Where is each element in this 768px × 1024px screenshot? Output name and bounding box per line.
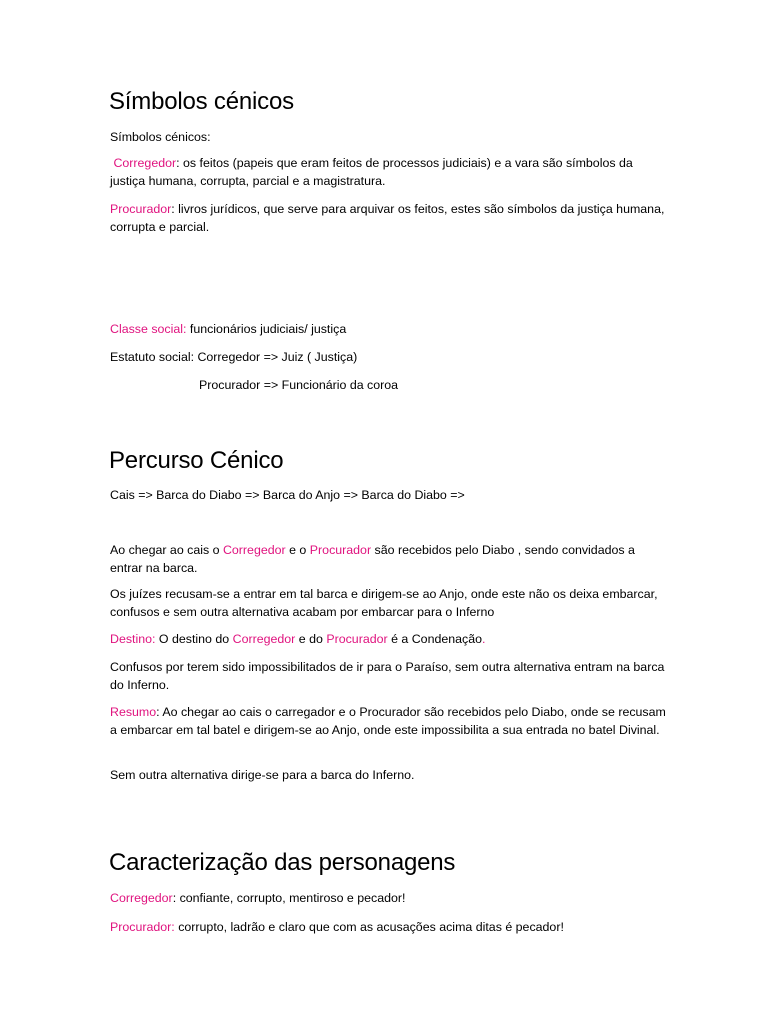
- section-heading-caracterizacao: Caracterização das personagens: [109, 849, 456, 876]
- caract-procurador-text: corrupto, ladrão e claro que com as acusações acima ditas é pecador!: [174, 920, 564, 934]
- procurador-label: Procurador: [110, 202, 172, 216]
- paragraph-sem-outra: Sem outra alternativa dirige-se para a barca do Inferno.: [110, 768, 415, 782]
- subheading-simbolos: Símbolos cénicos:: [110, 130, 211, 144]
- paragraph-caract-corregedor: [110, 889, 670, 907]
- destino-procurador: Procurador: [326, 632, 388, 646]
- chegada-procurador: Procurador: [309, 543, 372, 557]
- resumo-text: : Ao chegar ao cais o carregador e o Procurador são recebidos pelo Diabo, onde se recusam a embarcar em tal batel e dirigem-se ao Anjo, onde este impossibilita a sua entrada no batel Divinal.: [110, 705, 666, 737]
- destino-text-c: é a Condenação: [387, 632, 483, 646]
- section-heading-simbolos: Símbolos cénicos: [109, 88, 294, 115]
- resumo-label: Resumo: [110, 705, 157, 719]
- destino-dot: .: [482, 632, 486, 646]
- procurador-text: : livros jurídicos, que serve para arquivar os feitos, estes são símbolos da justiça humana, corrupta e parcial.: [110, 202, 665, 234]
- paragraph-destino: [110, 630, 670, 648]
- classe-social-text: funcionários judiciais/ justiça: [186, 322, 347, 336]
- classe-social-label: Classe social:: [110, 322, 187, 336]
- paragraph-caract-procurador: [110, 918, 670, 936]
- paragraph-route: Cais => Barca do Diabo => Barca do Anjo => Barca do Diabo =>: [110, 488, 465, 502]
- paragraph-chegada: [110, 541, 670, 577]
- paragraph-estatuto-social: Estatuto social: Corregedor => Juiz ( Justiça): [110, 350, 358, 364]
- caract-corregedor-label: Corregedor: [110, 891, 173, 905]
- paragraph-classe-social: [110, 320, 670, 338]
- destino-text-a: O destino do: [155, 632, 233, 646]
- corregedor-text: : os feitos (papeis que eram feitos de processos judiciais) e a vara são símbolos da justiça humana, corrupta, parcial e a magistratura.: [110, 156, 633, 188]
- paragraph-corregedor-simbolos: [110, 154, 670, 190]
- caract-corregedor-text: : confiante, corrupto, mentiroso e pecador!: [172, 891, 406, 905]
- caract-procurador-label: Procurador:: [110, 920, 175, 934]
- chegada-corregedor: Corregedor: [222, 543, 286, 557]
- paragraph-juizes: Os juízes recusam-se a entrar em tal barca e dirigem-se ao Anjo, onde este não os deixa embarcar, confusos e sem outra alternativa acabam por embarcar para o Inferno: [110, 587, 658, 619]
- destino-label: Destino:: [110, 632, 156, 646]
- section-heading-percurso: Percurso Cénico: [109, 447, 284, 474]
- destino-corregedor: Corregedor: [232, 632, 296, 646]
- destino-text-b: e do: [295, 632, 327, 646]
- chegada-text-c: são recebidos pelo Diabo , sendo convidados a entrar na barca.: [110, 543, 635, 575]
- corregedor-label: Corregedor: [113, 156, 177, 170]
- paragraph-resumo: [110, 703, 670, 739]
- chegada-text-b: e o: [285, 543, 310, 557]
- paragraph-procurador-simbolos: [110, 200, 670, 236]
- paragraph-estatuto-procurador: Procurador => Funcionário da coroa: [199, 378, 399, 392]
- chegada-text-a: Ao chegar ao cais o: [110, 543, 223, 557]
- paragraph-confusos: Confusos por terem sido impossibilitados de ir para o Paraíso, sem outra alternativa entram na barca do Inferno.: [110, 660, 665, 692]
